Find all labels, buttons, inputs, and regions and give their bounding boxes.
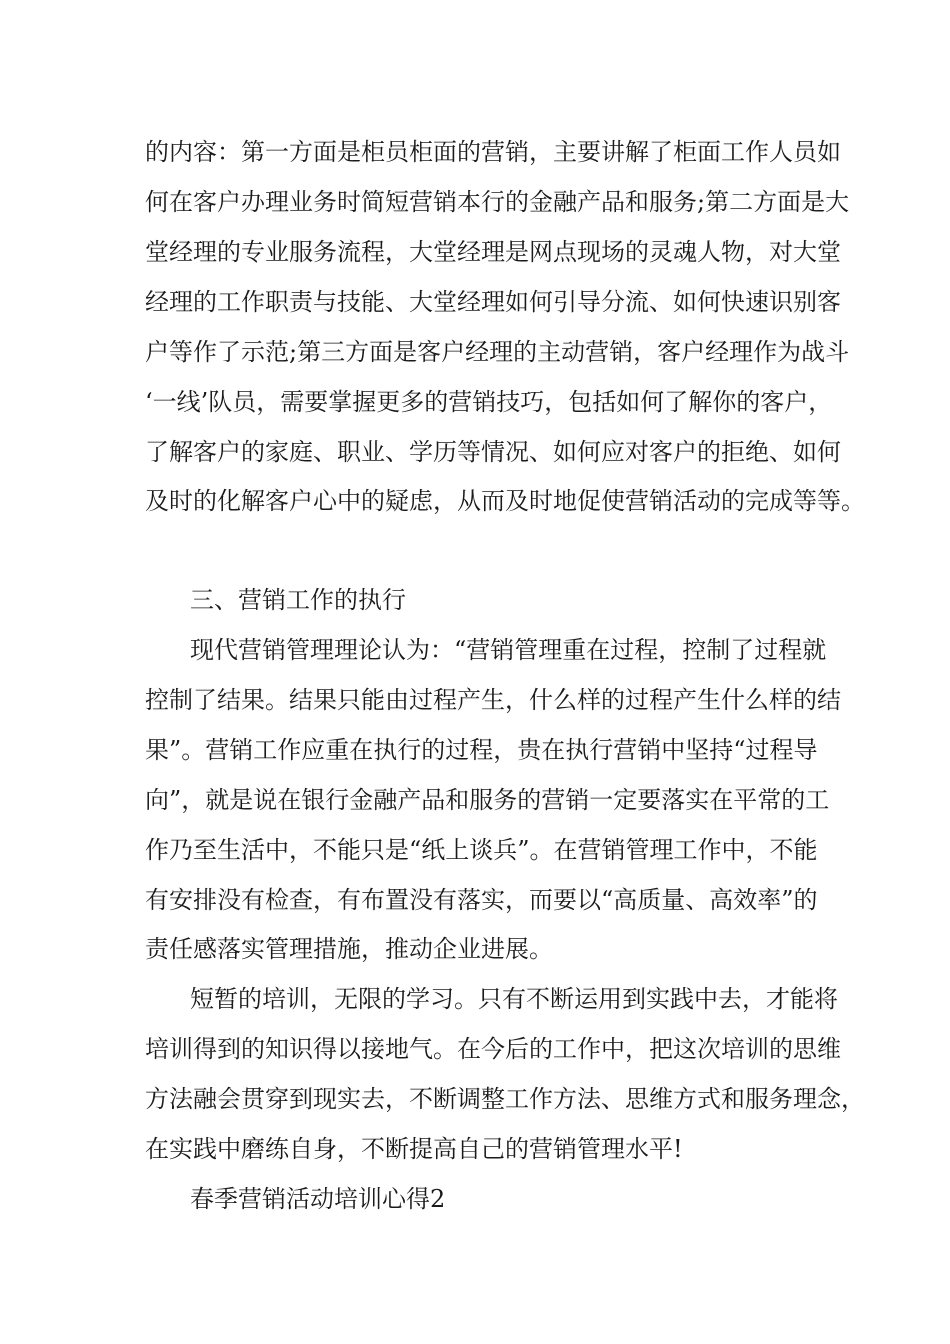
paragraph-3-line-4: 在实践中磨练自身，不断提高自己的营销管理水平!	[145, 1135, 683, 1163]
paragraph-1-line-2: 何在客户办理业务时简短营销本行的金融产品和服务;第二方面是大	[145, 188, 850, 216]
paragraph-1-line-8: 及时的化解客户心中的疑虑，从而及时地促使营销活动的完成等等。	[145, 487, 865, 515]
paragraph-2-line-2: 控制了结果。结果只能由过程产生，什么样的过程产生什么样的结	[145, 686, 841, 714]
paragraph-3-line-2: 培训得到的知识得以接地气。在今后的工作中，把这次培训的思维	[145, 1035, 841, 1063]
paragraph-1-line-7: 了解客户的家庭、职业、学历等情况、如何应对客户的拒绝、如何	[145, 438, 841, 466]
paragraph-2-line-7: 责任感落实管理措施，推动企业进展。	[145, 935, 553, 963]
paragraph-3-line-3: 方法融会贯穿到现实去，不断调整工作方法、思维方式和服务理念，	[145, 1085, 865, 1113]
paragraph-2-line-4: 向”，就是说在银行金融产品和服务的营销一定要落实在平常的工	[145, 786, 830, 814]
paragraph-1-line-6: ‘一线’队员，需要掌握更多的营销技巧，包括如何了解你的客户，	[145, 388, 833, 416]
paragraph-2-line-3: 果”。营销工作应重在执行的过程，贵在执行营销中坚持“过程导	[145, 736, 818, 764]
section-heading-3: 三、营销工作的执行	[190, 586, 406, 614]
paragraph-1-line-5: 户等作了示范;第三方面是客户经理的主动营销，客户经理作为战斗	[145, 338, 850, 366]
paragraph-1-line-1: 的内容：第一方面是柜员柜面的营销，主要讲解了柜面工作人员如	[145, 138, 841, 166]
next-article-title: 春季营销活动培训心得2	[190, 1185, 446, 1213]
paragraph-1-line-4: 经理的工作职责与技能、大堂经理如何引导分流、如何快速识别客	[145, 288, 841, 316]
paragraph-2-line-5: 作乃至生活中，不能只是“纸上谈兵”。在营销管理工作中，不能	[145, 836, 818, 864]
paragraph-2-line-6: 有安排没有检查，有布置没有落实，而要以“高质量、高效率”的	[145, 886, 818, 914]
paragraph-2-line-1: 现代营销管理理论认为：“营销管理重在过程，控制了过程就	[190, 636, 827, 664]
paragraph-3-line-1: 短暂的培训，无限的学习。只有不断运用到实践中去，才能将	[190, 985, 838, 1013]
paragraph-1-line-3: 堂经理的专业服务流程，大堂经理是网点现场的灵魂人物，对大堂	[145, 238, 841, 266]
